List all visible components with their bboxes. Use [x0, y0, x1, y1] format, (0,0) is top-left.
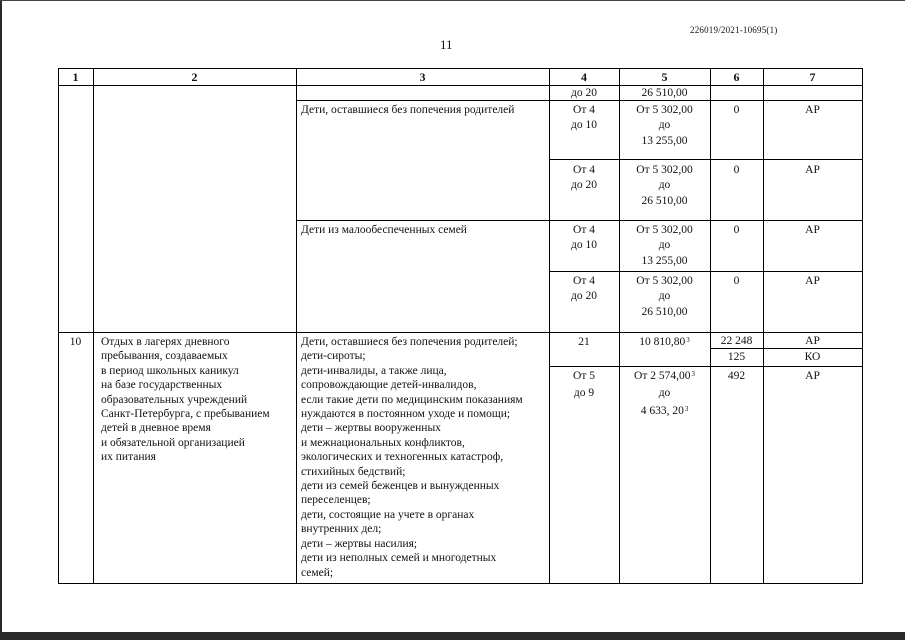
column-header: 5: [661, 70, 668, 84]
category-list: Дети, оставшиеся без попечения родителей; дети-сироты; дети-инвалиды, а также лица, сопровождающие детей-инвалидов, если такие дети по медицинским показаниям нуждаются в постоянном уходе и помощи; дети – жертвы вооруженных и межнациональных конфликтов, экологических и техногенных катастроф, стихийных бедствий; дети из семей беженцев и вынужденных переселенцев; дети, состоящие на учете в органах внутренних дел; дети – жертвы насилия; дети из неполных семей и многодетных семей;: [301, 336, 523, 579]
code-cell: АР: [805, 104, 820, 116]
row-divider: [549, 366, 863, 367]
category-cell: Дети, оставшиеся без попечения родителей: [301, 104, 515, 116]
code-cell: АР: [805, 164, 820, 176]
scan-edge-bottom: [0, 632, 905, 640]
row-divider: [296, 220, 863, 221]
amount-cell: 10 810,80$^3$: [639, 336, 690, 348]
category-cell: Дети из малообеспеченных семей: [301, 224, 467, 236]
column-header: 2: [191, 70, 198, 84]
count-cell: 125: [727, 351, 746, 363]
row-divider: [549, 271, 863, 272]
page-number: 11: [440, 37, 453, 52]
age-cell: до 20: [571, 87, 597, 99]
scan-edge-top: [0, 0, 905, 1]
col-border: [710, 68, 711, 584]
amount-cell: От 5 302,00 до 26 510,00: [636, 164, 693, 207]
amount-cell: От 5 302,00 до 26 510,00: [636, 275, 693, 318]
col-border: [296, 68, 297, 584]
code-cell: АР: [805, 335, 820, 347]
code-cell: КО: [804, 351, 821, 363]
column-header: 3: [419, 70, 426, 84]
column-header: 4: [581, 70, 587, 84]
count-cell: 492: [727, 370, 746, 382]
count-cell: 22 248: [720, 335, 753, 347]
count-cell: 0: [733, 224, 740, 236]
scan-edge-left: [0, 0, 2, 640]
age-cell: От 5 до 9: [573, 370, 595, 400]
col-border: [763, 68, 764, 584]
row-number: 10: [69, 336, 82, 348]
column-header: 6: [733, 70, 740, 84]
col-border: [93, 68, 94, 584]
count-cell: 0: [733, 164, 740, 176]
col-border: [549, 68, 550, 584]
column-header: 1: [72, 70, 79, 84]
document-id: 226019/2021-10695(1): [690, 25, 778, 35]
age-cell: От 4 до 10: [571, 104, 597, 132]
col-border: [58, 68, 59, 584]
amount-cell: 26 510,00: [641, 87, 688, 99]
age-cell: От 4 до 10: [571, 224, 597, 252]
column-header: 7: [809, 70, 816, 84]
code-cell: АР: [805, 224, 820, 236]
code-cell: АР: [805, 275, 820, 287]
service-description: Отдых в лагерях дневного пребывания, создаваемых в период школьных каникул на базе государственных образовательных учреждений Санкт-Петербурга, с пребыванием детей в дневное время и обязательной организацией их питания: [101, 336, 270, 464]
amount-cell: От 5 302,00 до 13 255,00: [636, 104, 693, 147]
count-cell: 0: [733, 275, 740, 287]
table-bottom-border: [58, 583, 863, 584]
age-cell: От 4 до 20: [571, 275, 597, 303]
code-cell: АР: [805, 370, 820, 382]
count-cell: 0: [733, 104, 740, 116]
header-bottom-border: [58, 85, 863, 86]
age-cell: 21: [578, 336, 590, 348]
amount-cell: От 2 574,00$^3$ до 4 633, $20^3$: [634, 370, 695, 417]
col-border: [862, 68, 863, 584]
row10-top-border: [58, 332, 863, 333]
amount-cell: От 5 302,00 до 13 255,00: [636, 224, 693, 267]
table-top-border: [58, 68, 863, 69]
age-cell: От 4 до 20: [571, 164, 597, 192]
row-divider: [549, 159, 863, 160]
